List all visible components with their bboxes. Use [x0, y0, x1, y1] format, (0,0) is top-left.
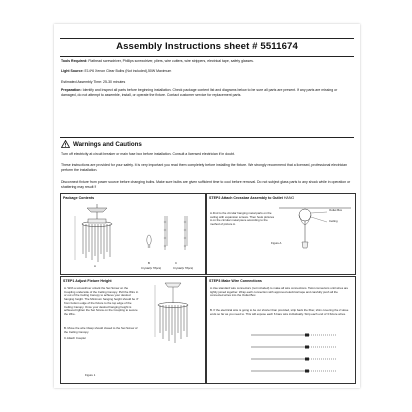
warning-paragraph-3: Disconnect fixture from power source before changing bulbs. Make sure bulbs are given sufficient time to cool before removal. Do not subject glass parts to any shock while in operation or shattering may result !!	[61, 180, 351, 189]
step1-text-c: C.Attach Coupler	[64, 336, 87, 340]
package-contents-diagram	[61, 202, 205, 274]
tools-paragraph	[61, 59, 351, 64]
tools-label: Tools Required:	[61, 59, 88, 63]
step2-hang-label: Ceiling	[329, 219, 338, 223]
package-contents-panel	[60, 193, 206, 275]
step3-text-a: A.Use standard wire connectors (not included) to make all wire connections. Twist connectors until wires are tightly joined together. Wrap each connection with approved electrical tape and carefully push all the connected wires into the Outlet Box.	[210, 286, 349, 298]
top-rule	[60, 38, 354, 39]
step3-wire-diagram	[247, 329, 347, 379]
step2-panel	[206, 193, 356, 275]
time-paragraph	[61, 80, 351, 85]
warning-icon	[61, 140, 70, 148]
step1-panel	[60, 276, 206, 384]
package-caption-2: Crystal(x 78pcs)	[173, 266, 194, 270]
preparation-paragraph	[61, 88, 351, 97]
bulbs-paragraph	[61, 69, 351, 74]
step2-figure-label: Figure A	[271, 241, 282, 245]
sheet-title: Assembly Instructions sheet # 5511674	[116, 41, 298, 52]
step3-panel	[206, 276, 356, 384]
step1-diagram	[143, 281, 203, 361]
warning-paragraph-2: These instructions are provided for your safety. It is very important you read them completely before installing the fixture. We strongly recommend that a licensed, professional electrician perform the installation.	[61, 163, 348, 172]
step2-heading	[209, 196, 294, 200]
preparation-text: Identify and inspect all parts before beginning installation. Check package content list and diagrams below to be sure all parts are present. If any parts are missing or damaged, do not attempt to assemble, install, or operate the fixture. Contact customer service for replacement parts.	[61, 88, 338, 97]
step1-figure-label: Figure 1	[85, 373, 96, 377]
step2-outlet-label: Outlet Box	[329, 208, 343, 212]
step2-text: A.Find to the circular hanging metal parts on the ceiling with expansion screws. Then hook pictures A on the circular metal piece according to the method of picture A.	[210, 211, 275, 227]
warning-paragraph-1: Turn off electricity at circuit breaker or main fuse box before installation. Consult a licensed electrician if in doubt.	[61, 152, 235, 156]
tools-text: Flathead screwdriver, Phillips screwdriver, pliers, wire cutters, wire strippers, electrical tape, safety glasses.	[88, 59, 254, 63]
bulbs-label: Light Source:	[61, 69, 84, 73]
bulbs-text: E14*6 Xenon Clear Bulbs (Not included),50W Maximum	[84, 69, 172, 73]
preparation-label: Preparation:	[61, 88, 82, 92]
step2-heading-text: STEP2 Attach Crossbar Assembly to Outlet	[209, 196, 283, 200]
warnings-heading: Warnings and Cautions	[73, 141, 142, 148]
package-label-b: B	[148, 261, 150, 265]
step3-heading: STEP3 Make Wire Connections	[209, 279, 262, 283]
step2-heading-tail: HANG	[283, 196, 295, 200]
step1-text-b: B. Move the wire Clasp should closed to the Set Screw of the Ceiling Canopy.	[64, 326, 138, 334]
step3-text-b: B. If the electrical wire is going to be cut shorter than provided, strip back the fiber, shim covering the 2 Hose ends so far as you need to. This will expose each 6 bare wire individually. Strip each end of 3 fixture wires.	[210, 308, 349, 316]
package-contents-heading: Package Contents	[63, 196, 95, 200]
step1-heading: STEP1 Adjust Fixture Height	[63, 279, 112, 283]
package-label-a: A	[94, 264, 96, 268]
title-rule	[60, 56, 354, 57]
time-text: 25-30 minutes	[103, 80, 126, 84]
step1-text-a: A. With a screwdriver unlock the Set Screw on the Coupling underside of the Ceiling Canopy. Pull the Wire in or out of the Ceiling Canopy to achieve your desired hanging height. The Minimum hanging height should be 4" from bottom edge of the fixture to the top edge of the Ceiling Canopy. Once your desired hanging height is achieved tighten the Set Screw on the Coupling to secure the Wire.	[64, 286, 139, 316]
package-label-c: C	[175, 261, 178, 265]
warnings-rule	[60, 137, 354, 138]
time-label: Estimated Assembly Time:	[61, 80, 103, 84]
package-caption-1: Crystal(x 78pcs)	[141, 266, 162, 270]
